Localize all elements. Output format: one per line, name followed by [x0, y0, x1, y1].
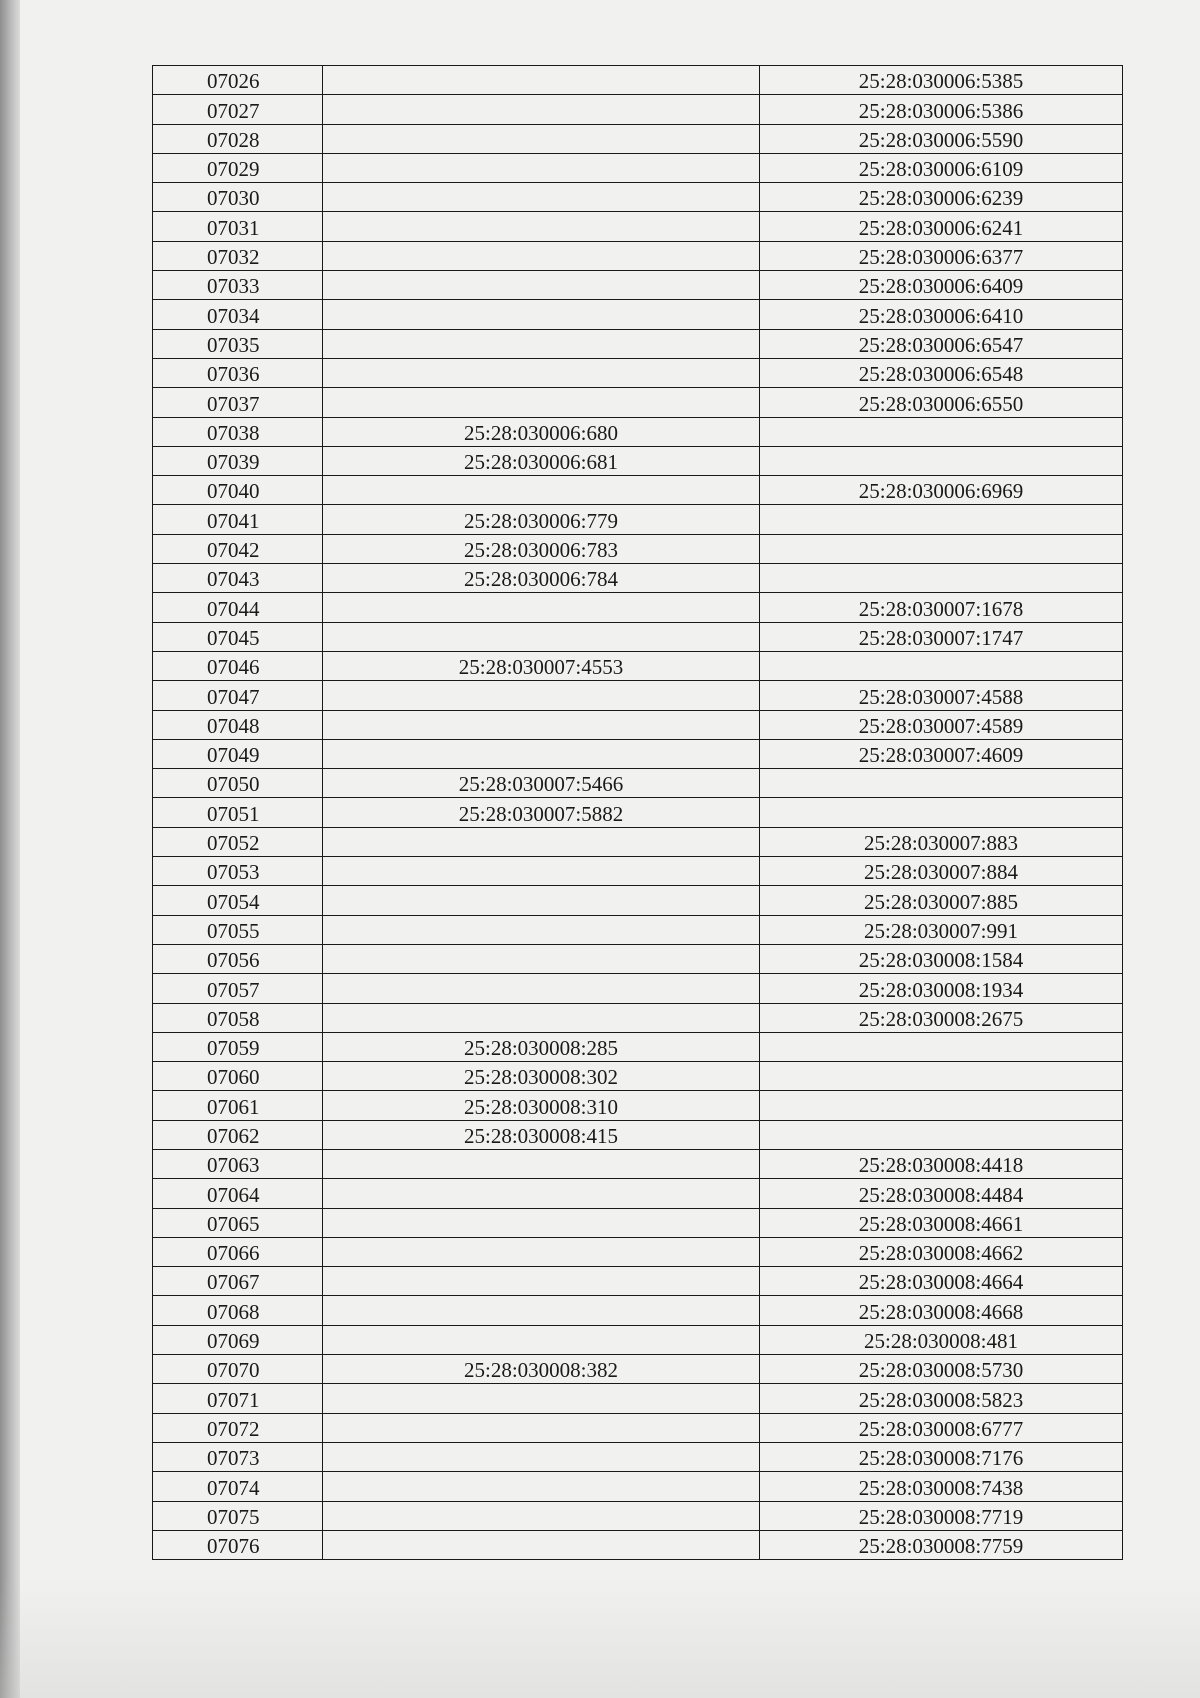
- cadastral-number-cell-b: [760, 1120, 1123, 1149]
- cadastral-number-cell-b: 25:28:030008:5823: [760, 1384, 1123, 1413]
- cadastral-number-cell-b: 25:28:030006:6239: [760, 183, 1123, 212]
- row-number-cell: 07026: [153, 66, 323, 95]
- table-row: [153, 241, 1123, 270]
- table-row: [153, 153, 1123, 182]
- row-number-cell: 07052: [153, 827, 323, 856]
- table-row: [153, 1032, 1123, 1061]
- table-row: [153, 446, 1123, 475]
- cadastral-number-cell-b: 25:28:030007:885: [760, 886, 1123, 915]
- cadastral-number-cell-a: [323, 915, 760, 944]
- row-number-cell: 07033: [153, 271, 323, 300]
- table-row: [153, 1413, 1123, 1442]
- cadastral-number-cell-b: 25:28:030007:884: [760, 857, 1123, 886]
- cadastral-number-cell-b: 25:28:030008:4662: [760, 1237, 1123, 1266]
- row-number-cell: 07061: [153, 1091, 323, 1120]
- cadastral-number-cell-a: [323, 1179, 760, 1208]
- cadastral-number-cell-b: 25:28:030006:6377: [760, 241, 1123, 270]
- row-number-cell: 07060: [153, 1062, 323, 1091]
- cadastral-number-cell-b: 25:28:030007:4589: [760, 710, 1123, 739]
- cadastral-number-cell-b: 25:28:030008:1584: [760, 944, 1123, 973]
- cadastral-number-cell-b: [760, 417, 1123, 446]
- cadastral-number-cell-a: [323, 388, 760, 417]
- row-number-cell: 07036: [153, 358, 323, 387]
- row-number-cell: 07032: [153, 241, 323, 270]
- cadastral-number-cell-b: [760, 798, 1123, 827]
- cadastral-number-cell-b: 25:28:030008:7759: [760, 1530, 1123, 1559]
- row-number-cell: 07072: [153, 1413, 323, 1442]
- cadastral-number-cell-b: 25:28:030008:6777: [760, 1413, 1123, 1442]
- cadastral-number-cell-b: 25:28:030007:991: [760, 915, 1123, 944]
- row-number-cell: 07076: [153, 1530, 323, 1559]
- cadastral-number-cell-b: 25:28:030006:6109: [760, 153, 1123, 182]
- cadastral-number-cell-a: [323, 1325, 760, 1354]
- cadastral-number-cell-b: 25:28:030006:6550: [760, 388, 1123, 417]
- cadastral-number-cell-a: 25:28:030006:784: [323, 564, 760, 593]
- cadastral-number-cell-b: 25:28:030006:6409: [760, 271, 1123, 300]
- row-number-cell: 07043: [153, 564, 323, 593]
- row-number-cell: 07070: [153, 1355, 323, 1384]
- table-row: [153, 710, 1123, 739]
- cadastral-number-cell-a: [323, 681, 760, 710]
- cadastral-number-cell-a: [323, 271, 760, 300]
- cadastral-number-cell-b: [760, 1032, 1123, 1061]
- table-row: [153, 827, 1123, 856]
- cadastral-number-cell-a: [323, 1442, 760, 1471]
- row-number-cell: 07046: [153, 651, 323, 680]
- cadastral-number-cell-a: [323, 1472, 760, 1501]
- cadastral-number-cell-b: [760, 446, 1123, 475]
- table-row: [153, 476, 1123, 505]
- cadastral-number-cell-b: 25:28:030006:5386: [760, 95, 1123, 124]
- cadastral-number-cell-a: [323, 944, 760, 973]
- cadastral-number-cell-a: [323, 1384, 760, 1413]
- cadastral-number-cell-b: 25:28:030008:4668: [760, 1296, 1123, 1325]
- cadastral-number-cell-b: 25:28:030008:481: [760, 1325, 1123, 1354]
- row-number-cell: 07062: [153, 1120, 323, 1149]
- row-number-cell: 07069: [153, 1325, 323, 1354]
- cadastral-number-cell-a: [323, 1267, 760, 1296]
- table-row: [153, 271, 1123, 300]
- row-number-cell: 07059: [153, 1032, 323, 1061]
- table-row: [153, 66, 1123, 95]
- row-number-cell: 07073: [153, 1442, 323, 1471]
- table-row: [153, 1062, 1123, 1091]
- cadastral-number-cell-b: 25:28:030006:6969: [760, 476, 1123, 505]
- table-row: [153, 944, 1123, 973]
- cadastral-number-cell-b: [760, 1062, 1123, 1091]
- cadastral-number-cell-b: 25:28:030007:4609: [760, 739, 1123, 768]
- table-row: [153, 681, 1123, 710]
- cadastral-number-cell-a: 25:28:030008:302: [323, 1062, 760, 1091]
- cadastral-number-cell-b: [760, 769, 1123, 798]
- cadastral-number-cell-b: 25:28:030008:4664: [760, 1267, 1123, 1296]
- cadastral-number-cell-a: 25:28:030008:285: [323, 1032, 760, 1061]
- cadastral-number-cell-b: 25:28:030008:1934: [760, 974, 1123, 1003]
- table-row: [153, 974, 1123, 1003]
- table-row: [153, 564, 1123, 593]
- table-row: [153, 857, 1123, 886]
- cadastral-number-cell-a: [323, 300, 760, 329]
- row-number-cell: 07051: [153, 798, 323, 827]
- table-row: [153, 1355, 1123, 1384]
- table-row: [153, 622, 1123, 651]
- cadastral-number-cell-a: [323, 593, 760, 622]
- cadastral-number-cell-a: [323, 886, 760, 915]
- cadastral-number-cell-a: 25:28:030008:382: [323, 1355, 760, 1384]
- cadastral-number-cell-b: 25:28:030008:2675: [760, 1003, 1123, 1032]
- cadastral-number-cell-a: [323, 857, 760, 886]
- table-row: [153, 769, 1123, 798]
- cadastral-number-cell-b: 25:28:030006:6548: [760, 358, 1123, 387]
- table-row: [153, 417, 1123, 446]
- table-row: [153, 1149, 1123, 1178]
- cadastral-number-cell-a: [323, 1149, 760, 1178]
- cadastral-number-cell-b: 25:28:030008:7176: [760, 1442, 1123, 1471]
- row-number-cell: 07053: [153, 857, 323, 886]
- table-row: [153, 1208, 1123, 1237]
- table-row: [153, 1003, 1123, 1032]
- table-row: [153, 1267, 1123, 1296]
- cadastral-number-cell-b: [760, 651, 1123, 680]
- table-row: [153, 1120, 1123, 1149]
- cadastral-number-cell-a: [323, 1296, 760, 1325]
- row-number-cell: 07067: [153, 1267, 323, 1296]
- table-row: [153, 593, 1123, 622]
- cadastral-number-cell-a: 25:28:030006:783: [323, 534, 760, 563]
- cadastral-number-cell-a: [323, 1530, 760, 1559]
- cadastral-number-cell-b: 25:28:030007:4588: [760, 681, 1123, 710]
- cadastral-number-cell-b: [760, 1091, 1123, 1120]
- cadastral-number-cell-b: 25:28:030008:5730: [760, 1355, 1123, 1384]
- table-row: [153, 739, 1123, 768]
- cadastral-number-cell-b: 25:28:030006:6547: [760, 329, 1123, 358]
- table-row: [153, 1530, 1123, 1559]
- cadastral-number-cell-b: 25:28:030008:7719: [760, 1501, 1123, 1530]
- table-row: [153, 183, 1123, 212]
- cadastral-number-cell-b: 25:28:030006:6241: [760, 212, 1123, 241]
- scan-edge-shadow: [0, 0, 20, 1698]
- row-number-cell: 07039: [153, 446, 323, 475]
- table-row: [153, 798, 1123, 827]
- table-row: [153, 1296, 1123, 1325]
- table-row: [153, 1325, 1123, 1354]
- cadastral-number-cell-b: [760, 534, 1123, 563]
- table-row: [153, 124, 1123, 153]
- table-row: [153, 534, 1123, 563]
- row-number-cell: 07058: [153, 1003, 323, 1032]
- cadastral-number-cell-b: 25:28:030006:5385: [760, 66, 1123, 95]
- row-number-cell: 07034: [153, 300, 323, 329]
- cadastral-number-cell-b: 25:28:030007:1747: [760, 622, 1123, 651]
- table-row: [153, 1384, 1123, 1413]
- table-row: [153, 505, 1123, 534]
- row-number-cell: 07040: [153, 476, 323, 505]
- row-number-cell: 07063: [153, 1149, 323, 1178]
- cadastral-number-cell-a: 25:28:030008:415: [323, 1120, 760, 1149]
- table-row: [153, 329, 1123, 358]
- cadastral-number-cell-a: 25:28:030008:310: [323, 1091, 760, 1120]
- table-row: [153, 651, 1123, 680]
- cadastral-number-cell-a: [323, 974, 760, 1003]
- row-number-cell: 07075: [153, 1501, 323, 1530]
- cadastral-number-cell-a: [323, 739, 760, 768]
- cadastral-table: [152, 65, 1123, 1560]
- row-number-cell: 07041: [153, 505, 323, 534]
- row-number-cell: 07071: [153, 1384, 323, 1413]
- cadastral-number-cell-a: [323, 1208, 760, 1237]
- cadastral-number-cell-a: 25:28:030006:680: [323, 417, 760, 446]
- row-number-cell: 07044: [153, 593, 323, 622]
- cadastral-number-cell-a: [323, 1003, 760, 1032]
- cadastral-number-cell-a: [323, 710, 760, 739]
- cadastral-number-cell-a: [323, 212, 760, 241]
- row-number-cell: 07068: [153, 1296, 323, 1325]
- cadastral-number-cell-a: [323, 1501, 760, 1530]
- table-row: [153, 1179, 1123, 1208]
- table-body: [153, 66, 1123, 1560]
- cadastral-number-cell-b: 25:28:030008:4484: [760, 1179, 1123, 1208]
- row-number-cell: 07038: [153, 417, 323, 446]
- table-row: [153, 1442, 1123, 1471]
- row-number-cell: 07048: [153, 710, 323, 739]
- row-number-cell: 07050: [153, 769, 323, 798]
- row-number-cell: 07047: [153, 681, 323, 710]
- cadastral-number-cell-b: 25:28:030008:7438: [760, 1472, 1123, 1501]
- cadastral-number-cell-a: [323, 66, 760, 95]
- cadastral-number-cell-b: 25:28:030006:6410: [760, 300, 1123, 329]
- row-number-cell: 07037: [153, 388, 323, 417]
- cadastral-number-cell-a: [323, 476, 760, 505]
- cadastral-number-cell-a: [323, 1237, 760, 1266]
- cadastral-number-cell-a: [323, 329, 760, 358]
- row-number-cell: 07064: [153, 1179, 323, 1208]
- row-number-cell: 07029: [153, 153, 323, 182]
- table-row: [153, 95, 1123, 124]
- row-number-cell: 07065: [153, 1208, 323, 1237]
- table-row: [153, 300, 1123, 329]
- cadastral-number-cell-a: 25:28:030007:5466: [323, 769, 760, 798]
- cadastral-number-cell-b: [760, 505, 1123, 534]
- table-row: [153, 1501, 1123, 1530]
- table-row: [153, 1472, 1123, 1501]
- cadastral-number-cell-a: [323, 827, 760, 856]
- row-number-cell: 07045: [153, 622, 323, 651]
- row-number-cell: 07066: [153, 1237, 323, 1266]
- cadastral-number-cell-b: [760, 564, 1123, 593]
- scan-bottom-shadow: [0, 1578, 1200, 1698]
- row-number-cell: 07057: [153, 974, 323, 1003]
- cadastral-number-cell-a: [323, 622, 760, 651]
- row-number-cell: 07028: [153, 124, 323, 153]
- cadastral-number-cell-a: 25:28:030006:779: [323, 505, 760, 534]
- row-number-cell: 07056: [153, 944, 323, 973]
- table-row: [153, 886, 1123, 915]
- cadastral-number-cell-a: 25:28:030007:5882: [323, 798, 760, 827]
- row-number-cell: 07030: [153, 183, 323, 212]
- cadastral-number-cell-b: 25:28:030008:4418: [760, 1149, 1123, 1178]
- cadastral-number-cell-a: [323, 1413, 760, 1442]
- cadastral-number-cell-a: [323, 95, 760, 124]
- row-number-cell: 07055: [153, 915, 323, 944]
- table-row: [153, 915, 1123, 944]
- row-number-cell: 07049: [153, 739, 323, 768]
- cadastral-number-cell-a: [323, 153, 760, 182]
- cadastral-number-cell-a: [323, 358, 760, 387]
- cadastral-number-cell-b: 25:28:030007:1678: [760, 593, 1123, 622]
- cadastral-number-cell-a: [323, 241, 760, 270]
- row-number-cell: 07031: [153, 212, 323, 241]
- table-row: [153, 1237, 1123, 1266]
- cadastral-number-cell-b: 25:28:030007:883: [760, 827, 1123, 856]
- cadastral-number-cell-a: 25:28:030007:4553: [323, 651, 760, 680]
- row-number-cell: 07042: [153, 534, 323, 563]
- cadastral-number-cell-a: [323, 183, 760, 212]
- row-number-cell: 07054: [153, 886, 323, 915]
- cadastral-number-cell-b: 25:28:030006:5590: [760, 124, 1123, 153]
- cadastral-number-cell-a: 25:28:030006:681: [323, 446, 760, 475]
- table-row: [153, 212, 1123, 241]
- table-row: [153, 388, 1123, 417]
- row-number-cell: 07027: [153, 95, 323, 124]
- table-row: [153, 1091, 1123, 1120]
- cadastral-number-cell-b: 25:28:030008:4661: [760, 1208, 1123, 1237]
- cadastral-number-cell-a: [323, 124, 760, 153]
- document-table-container: [152, 65, 1122, 1560]
- row-number-cell: 07035: [153, 329, 323, 358]
- row-number-cell: 07074: [153, 1472, 323, 1501]
- table-row: [153, 358, 1123, 387]
